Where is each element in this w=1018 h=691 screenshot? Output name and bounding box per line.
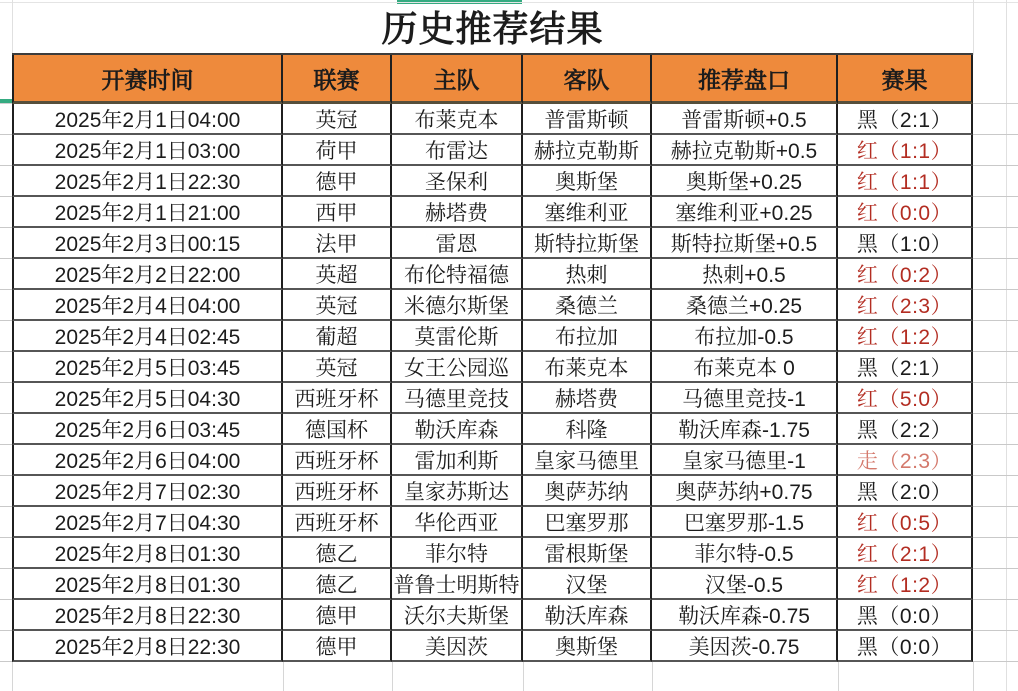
cell-league[interactable]: 德国杯 xyxy=(283,414,392,445)
cell-handicap[interactable]: 桑德兰+0.25 xyxy=(652,290,838,321)
cell-league[interactable]: 西班牙杯 xyxy=(283,507,392,538)
cell-away-team[interactable]: 普雷斯顿 xyxy=(523,104,652,135)
table-body xyxy=(0,104,1018,662)
table-row xyxy=(0,414,1018,445)
cell-home-team[interactable]: 布伦特福德 xyxy=(392,259,523,290)
left-margin-cell xyxy=(0,259,12,290)
cell-league[interactable]: 英超 xyxy=(283,259,392,290)
table-row xyxy=(0,135,1018,166)
cell-home-team[interactable]: 华伦西亚 xyxy=(392,507,523,538)
cell-away-team[interactable]: 塞维利亚 xyxy=(523,197,652,228)
right-margin-cell xyxy=(973,414,1018,445)
table-header-row xyxy=(0,55,1018,104)
cell-away-team[interactable]: 奥萨苏纳 xyxy=(523,476,652,507)
left-margin-cell xyxy=(0,383,12,414)
cell-handicap[interactable]: 巴塞罗那-1.5 xyxy=(652,507,838,538)
right-margin-cell xyxy=(973,507,1018,538)
cell-time[interactable]: 2025年2月5日04:30 xyxy=(12,383,283,414)
cell-result[interactable]: 黑（1:0） xyxy=(838,228,973,259)
cell-time[interactable]: 2025年2月7日02:30 xyxy=(12,476,283,507)
cell-time[interactable]: 2025年2月1日21:00 xyxy=(12,197,283,228)
cell-league[interactable]: 德乙 xyxy=(283,569,392,600)
cell-time[interactable]: 2025年2月8日22:30 xyxy=(12,600,283,631)
cell-home-team[interactable]: 沃尔夫斯堡 xyxy=(392,600,523,631)
header-league[interactable]: 联赛 xyxy=(283,55,392,104)
cell-home-team[interactable]: 布雷达 xyxy=(392,135,523,166)
cell-time[interactable]: 2025年2月8日01:30 xyxy=(12,538,283,569)
table-row xyxy=(0,631,1018,662)
gridline-below-1 xyxy=(12,662,13,691)
cell-time[interactable]: 2025年2月8日22:30 xyxy=(12,631,283,662)
left-margin-cell xyxy=(0,569,12,600)
cell-handicap[interactable]: 赫拉克勒斯+0.5 xyxy=(652,135,838,166)
left-margin-cell xyxy=(0,290,12,321)
right-margin-cell xyxy=(973,538,1018,569)
cell-league[interactable]: 葡超 xyxy=(283,321,392,352)
cell-home-team[interactable]: 普鲁士明斯特 xyxy=(392,569,523,600)
header-away-team[interactable]: 客队 xyxy=(523,55,652,104)
cell-away-team[interactable]: 雷根斯堡 xyxy=(523,538,652,569)
right-margin-cell xyxy=(973,321,1018,352)
cell-result[interactable]: 黑（2:1） xyxy=(838,352,973,383)
cell-result[interactable]: 走（2:3） xyxy=(838,445,973,476)
cell-away-team[interactable]: 科隆 xyxy=(523,414,652,445)
right-margin-cell xyxy=(973,631,1018,662)
cell-time[interactable]: 2025年2月7日04:30 xyxy=(12,507,283,538)
right-margin-cell xyxy=(973,290,1018,321)
cell-league[interactable]: 英冠 xyxy=(283,290,392,321)
cell-result[interactable]: 红（1:1） xyxy=(838,135,973,166)
cell-handicap[interactable]: 奥萨苏纳+0.75 xyxy=(652,476,838,507)
cell-result[interactable]: 黑（2:0） xyxy=(838,476,973,507)
results-table xyxy=(0,55,1018,662)
cell-handicap[interactable]: 勒沃库森-1.75 xyxy=(652,414,838,445)
cell-away-team[interactable]: 斯特拉斯堡 xyxy=(523,228,652,259)
cell-away-team[interactable]: 皇家马德里 xyxy=(523,445,652,476)
cell-home-team[interactable]: 菲尔特 xyxy=(392,538,523,569)
cell-away-team[interactable]: 布拉加 xyxy=(523,321,652,352)
cell-home-team[interactable]: 莫雷伦斯 xyxy=(392,321,523,352)
left-margin-cell xyxy=(0,631,12,662)
cell-away-team[interactable]: 热刺 xyxy=(523,259,652,290)
cell-home-team[interactable]: 勒沃库森 xyxy=(392,414,523,445)
cell-result[interactable]: 红（5:0） xyxy=(838,383,973,414)
cell-time[interactable]: 2025年2月4日02:45 xyxy=(12,321,283,352)
left-margin-cell xyxy=(0,55,12,104)
left-margin-cell xyxy=(0,228,12,259)
cell-league[interactable]: 西班牙杯 xyxy=(283,476,392,507)
gridline-below-3 xyxy=(392,662,393,691)
cell-time[interactable]: 2025年2月5日03:45 xyxy=(12,352,283,383)
cell-handicap[interactable]: 布莱克本 0 xyxy=(652,352,838,383)
table-row xyxy=(0,507,1018,538)
right-margin-cell xyxy=(973,55,1018,104)
cell-home-team[interactable]: 雷恩 xyxy=(392,228,523,259)
left-margin-cell xyxy=(0,166,12,197)
cell-away-team[interactable]: 巴塞罗那 xyxy=(523,507,652,538)
table-row xyxy=(0,259,1018,290)
cell-time[interactable]: 2025年2月3日00:15 xyxy=(12,228,283,259)
cell-result[interactable]: 红（0:0） xyxy=(838,197,973,228)
gridline-below-5 xyxy=(652,662,653,691)
cell-result[interactable]: 红（1:1） xyxy=(838,166,973,197)
cell-league[interactable]: 德甲 xyxy=(283,631,392,662)
cell-time[interactable]: 2025年2月4日04:00 xyxy=(12,290,283,321)
cell-result[interactable]: 黑（2:2） xyxy=(838,414,973,445)
cell-time[interactable]: 2025年2月6日03:45 xyxy=(12,414,283,445)
cell-handicap[interactable]: 斯特拉斯堡+0.5 xyxy=(652,228,838,259)
cell-handicap[interactable]: 菲尔特-0.5 xyxy=(652,538,838,569)
table-row xyxy=(0,569,1018,600)
cell-league[interactable]: 英冠 xyxy=(283,352,392,383)
cell-result[interactable]: 红（0:5） xyxy=(838,507,973,538)
cell-away-team[interactable]: 勒沃库森 xyxy=(523,600,652,631)
cell-home-team[interactable]: 圣保利 xyxy=(392,166,523,197)
header-result[interactable]: 赛果 xyxy=(838,55,973,104)
left-margin-cell xyxy=(0,507,12,538)
cell-league[interactable]: 英冠 xyxy=(283,104,392,135)
table-row xyxy=(0,352,1018,383)
left-margin-cell xyxy=(0,476,12,507)
left-margin-cell xyxy=(0,538,12,569)
cell-handicap[interactable]: 美因茨-0.75 xyxy=(652,631,838,662)
cell-handicap[interactable]: 普雷斯顿+0.5 xyxy=(652,104,838,135)
header-handicap[interactable]: 推荐盘口 xyxy=(652,55,838,104)
right-margin-cell xyxy=(973,259,1018,290)
cell-away-team[interactable]: 奥斯堡 xyxy=(523,166,652,197)
cell-handicap[interactable]: 热刺+0.5 xyxy=(652,259,838,290)
right-margin-cell xyxy=(973,600,1018,631)
cell-league[interactable]: 德甲 xyxy=(283,166,392,197)
cell-away-team[interactable]: 布莱克本 xyxy=(523,352,652,383)
gridline-below-2 xyxy=(283,662,284,691)
cell-result[interactable]: 红（1:2） xyxy=(838,569,973,600)
right-margin-cell xyxy=(973,383,1018,414)
gridline-below-4 xyxy=(523,662,524,691)
cell-result[interactable]: 红（2:1） xyxy=(838,538,973,569)
cell-league[interactable]: 法甲 xyxy=(283,228,392,259)
cell-league[interactable]: 德甲 xyxy=(283,600,392,631)
right-margin-cell xyxy=(973,104,1018,135)
cell-time[interactable]: 2025年2月8日01:30 xyxy=(12,569,283,600)
right-margin-cell xyxy=(973,445,1018,476)
cell-league[interactable]: 西班牙杯 xyxy=(283,383,392,414)
cell-home-team[interactable]: 女王公园巡 xyxy=(392,352,523,383)
cell-home-team[interactable]: 马德里竞技 xyxy=(392,383,523,414)
table-row xyxy=(0,104,1018,135)
cell-home-team[interactable]: 皇家苏斯达 xyxy=(392,476,523,507)
cell-league[interactable]: 西班牙杯 xyxy=(283,445,392,476)
table-row xyxy=(0,321,1018,352)
header-time[interactable]: 开赛时间 xyxy=(12,55,283,104)
table-row xyxy=(0,383,1018,414)
right-margin-cell xyxy=(973,228,1018,259)
cell-league[interactable]: 荷甲 xyxy=(283,135,392,166)
right-margin-cell xyxy=(973,166,1018,197)
cell-handicap[interactable]: 马德里竞技-1 xyxy=(652,383,838,414)
cell-away-team[interactable]: 桑德兰 xyxy=(523,290,652,321)
cell-time[interactable]: 2025年2月2日22:00 xyxy=(12,259,283,290)
cell-result[interactable]: 红（2:3） xyxy=(838,290,973,321)
table-row xyxy=(0,290,1018,321)
gridline-below-6 xyxy=(838,662,839,691)
right-margin-cell xyxy=(973,197,1018,228)
cell-league[interactable]: 西甲 xyxy=(283,197,392,228)
header-home-team[interactable]: 主队 xyxy=(392,55,523,104)
cell-handicap[interactable]: 汉堡-0.5 xyxy=(652,569,838,600)
cell-time[interactable]: 2025年2月1日22:30 xyxy=(12,166,283,197)
cell-time[interactable]: 2025年2月1日03:00 xyxy=(12,135,283,166)
right-margin-cell xyxy=(973,476,1018,507)
cell-away-team[interactable]: 奥斯堡 xyxy=(523,631,652,662)
cell-away-team[interactable]: 赫拉克勒斯 xyxy=(523,135,652,166)
cell-league[interactable]: 德乙 xyxy=(283,538,392,569)
page-title: 历史推荐结果 xyxy=(381,8,604,49)
cell-result[interactable]: 黑（0:0） xyxy=(838,631,973,662)
right-margin-cell xyxy=(973,135,1018,166)
cell-home-team[interactable]: 赫塔费 xyxy=(392,197,523,228)
table-row xyxy=(0,476,1018,507)
cell-home-team[interactable]: 雷加利斯 xyxy=(392,445,523,476)
table-row xyxy=(0,600,1018,631)
title-cell[interactable] xyxy=(12,0,973,55)
cell-home-team[interactable]: 布莱克本 xyxy=(392,104,523,135)
gridline-below-7 xyxy=(973,662,974,691)
cell-home-team[interactable]: 美因茨 xyxy=(392,631,523,662)
left-margin-cell xyxy=(0,445,12,476)
cell-away-team[interactable]: 汉堡 xyxy=(523,569,652,600)
cell-handicap[interactable]: 布拉加-0.5 xyxy=(652,321,838,352)
cell-time[interactable]: 2025年2月1日04:00 xyxy=(12,104,283,135)
table-row xyxy=(0,166,1018,197)
left-margin-cell xyxy=(0,414,12,445)
right-margin-cell xyxy=(973,569,1018,600)
cell-handicap[interactable]: 奥斯堡+0.25 xyxy=(652,166,838,197)
cell-result[interactable]: 红（0:2） xyxy=(838,259,973,290)
cell-time[interactable]: 2025年2月6日04:00 xyxy=(12,445,283,476)
left-margin-cell xyxy=(0,197,12,228)
left-margin-cell xyxy=(0,135,12,166)
left-margin-cell xyxy=(0,104,12,135)
gridline-title-right xyxy=(973,0,974,55)
right-margin-cell xyxy=(973,352,1018,383)
table-row xyxy=(0,538,1018,569)
left-margin-cell xyxy=(0,600,12,631)
table-row xyxy=(0,197,1018,228)
cell-result[interactable]: 红（1:2） xyxy=(838,321,973,352)
cell-handicap[interactable]: 塞维利亚+0.25 xyxy=(652,197,838,228)
cell-home-team[interactable]: 米德尔斯堡 xyxy=(392,290,523,321)
cell-handicap[interactable]: 皇家马德里-1 xyxy=(652,445,838,476)
left-margin-cell xyxy=(0,321,12,352)
cell-result[interactable]: 黑（0:0） xyxy=(838,600,973,631)
cell-away-team[interactable]: 赫塔费 xyxy=(523,383,652,414)
cell-result[interactable]: 黑（2:1） xyxy=(838,104,973,135)
left-margin-cell xyxy=(0,352,12,383)
table-row xyxy=(0,445,1018,476)
table-row xyxy=(0,228,1018,259)
cell-handicap[interactable]: 勒沃库森-0.75 xyxy=(652,600,838,631)
